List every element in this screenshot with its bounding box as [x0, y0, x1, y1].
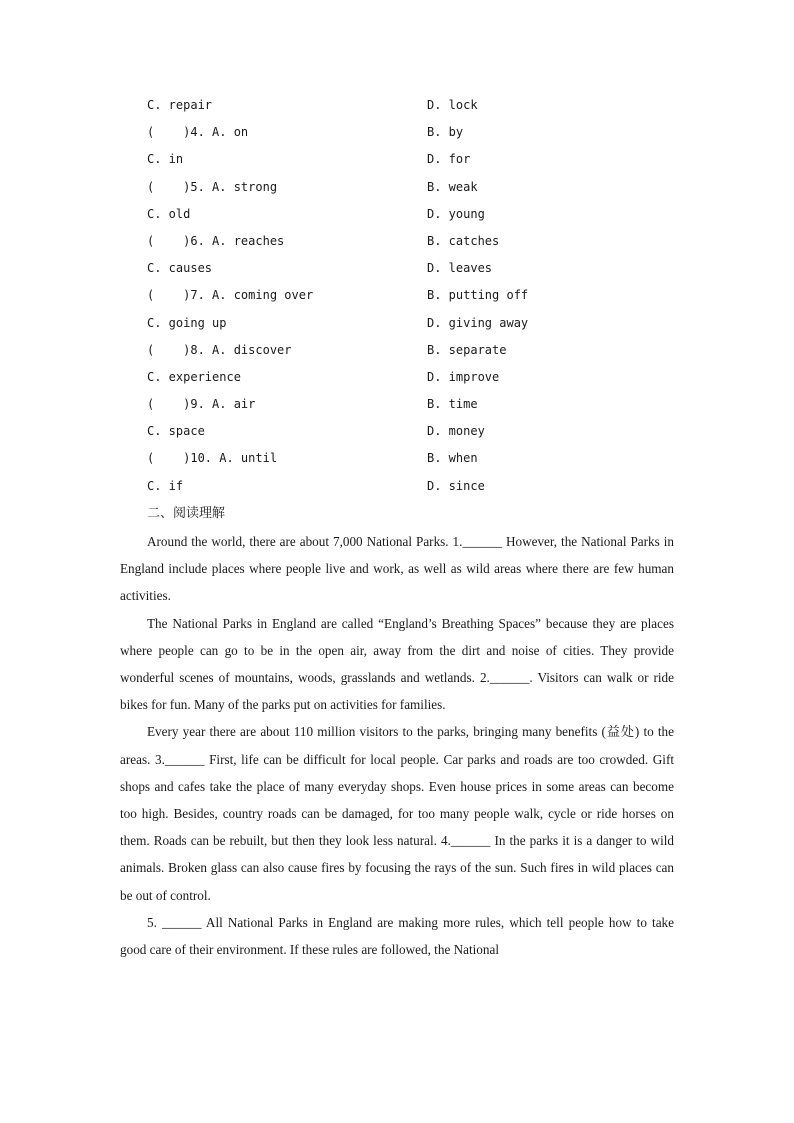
option-right: D. since [427, 478, 485, 493]
option-row [120, 201, 680, 228]
option-row [120, 337, 680, 364]
option-right: B. weak [427, 179, 478, 194]
reading-passage [120, 528, 674, 963]
option-right: B. catches [427, 233, 500, 248]
passage-paragraph: Every year there are about 110 million visitors to the parks, bringing many benefits (益处) to the areas. 3.______ First, life can be difficult for local people. Car parks and roads are too crowded. Gift shops and cafes take the place of many everyday shops. Even house prices in some areas can become too high. Besides, country roads can be damaged, for too many people walk, cycle or ride horses on them. Roads can be rebuilt, but then they look less natural. 4.______ In the parks it is a danger to wild animals. Broken glass can also cause fires by focusing the rays of the sun. Such fires in wild places can be out of control. [120, 724, 674, 903]
option-right: D. for [427, 152, 471, 167]
option-row [120, 146, 680, 173]
option-left: ( )9. A. air [147, 397, 256, 412]
option-left: ( )7. A. coming over [147, 288, 314, 303]
option-right: D. improve [427, 369, 500, 384]
option-left: ( )5. A. strong [147, 179, 278, 194]
option-left: C. old [147, 206, 191, 221]
option-left: C. in [147, 152, 184, 167]
option-right: B. putting off [427, 288, 529, 303]
option-right: B. when [427, 451, 478, 466]
option-row [120, 255, 680, 282]
option-row [120, 391, 680, 418]
option-right: B. time [427, 397, 478, 412]
option-left: ( )6. A. reaches [147, 233, 285, 248]
option-row [120, 445, 680, 472]
option-left: ( )4. A. on [147, 125, 249, 140]
passage-paragraph: The National Parks in England are called “England’s Breathing Spaces” because they are places where people can go to be in the open air, away from the dirt and noise of cities. They provide wonderful scenes of mountains, woods, grasslands and wetlands. 2.______. Visitors can walk or ride bikes for fun. Many of the parks put on activities for families. [120, 615, 674, 713]
option-left: C. if [147, 478, 184, 493]
option-row [120, 473, 680, 500]
option-left: C. space [147, 424, 205, 439]
option-right: D. money [427, 424, 485, 439]
passage-paragraph: Around the world, there are about 7,000 National Parks. 1.______ However, the National Parks in England include places where people live and work, as well as wild areas where there are few human activities. [120, 534, 674, 604]
option-right: B. separate [427, 342, 507, 357]
option-right: D. young [427, 206, 485, 221]
option-row [120, 92, 680, 119]
option-row [120, 282, 680, 309]
option-row [120, 418, 680, 445]
option-row [120, 310, 680, 337]
option-left: ( )10. A. until [147, 451, 278, 466]
option-row [120, 174, 680, 201]
passage-paragraph: 5. ______ All National Parks in England are making more rules, which tell people how to take good care of their environment. If these rules are followed, the National [120, 914, 674, 958]
option-row [120, 228, 680, 255]
option-row [120, 364, 680, 391]
answer-options [120, 92, 680, 500]
option-left: C. experience [147, 369, 241, 384]
option-right: B. by [427, 125, 464, 140]
option-right: D. lock [427, 98, 478, 112]
option-left: C. causes [147, 261, 213, 276]
option-row [120, 119, 680, 146]
option-left: ( )8. A. discover [147, 342, 292, 357]
option-right: D. leaves [427, 261, 493, 276]
section-title: 二、阅读理解 [147, 506, 226, 521]
option-left: C. repair [147, 98, 213, 112]
option-left: C. going up [147, 315, 227, 330]
option-right: D. giving away [427, 315, 529, 330]
